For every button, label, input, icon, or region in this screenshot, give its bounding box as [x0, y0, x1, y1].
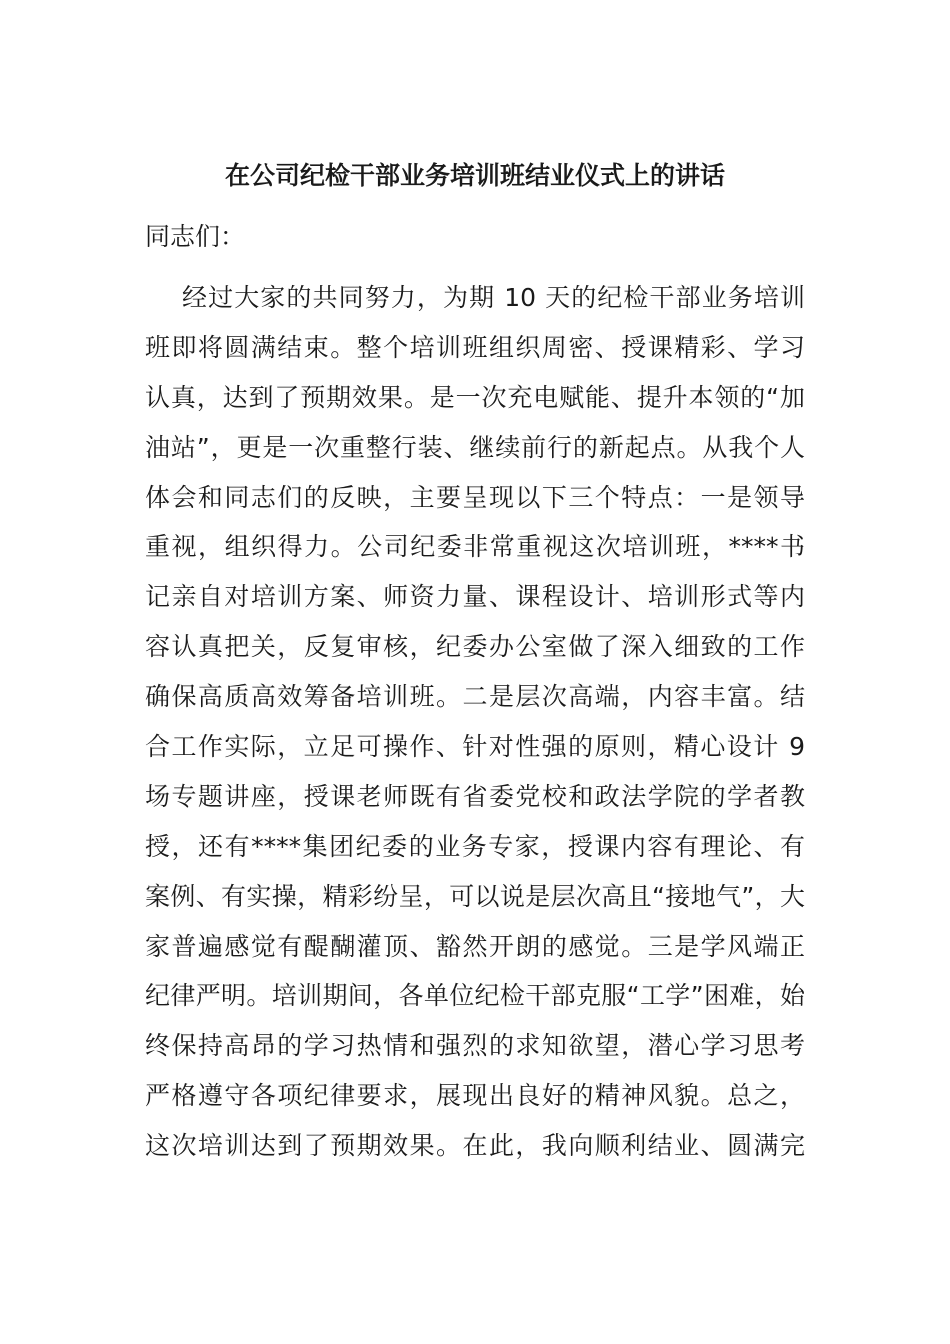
paragraph-line: 经过大家的共同努力，为期 10 天的纪检干部业务培训	[182, 283, 805, 312]
paragraph-line: 终保持高昂的学习热情和强烈的求知欲望，潜心学习思考	[145, 1031, 805, 1061]
paragraph-line: 授，还有****集团纪委的业务专家，授课内容有理论、有	[145, 831, 805, 861]
paragraph-line: 认真，达到了预期效果。是一次充电赋能、提升本领的“加	[145, 382, 805, 412]
paragraph-line: 班即将圆满结束。整个培训班组织周密、授课精彩、学习	[145, 332, 805, 362]
paragraph-line: 记亲自对培训方案、师资力量、课程设计、培训形式等内	[145, 582, 805, 612]
paragraph-line: 重视，组织得力。公司纪委非常重视这次培训班，****书	[145, 532, 805, 562]
salutation: 同志们：	[145, 222, 246, 251]
paragraph-line: 合工作实际，立足可操作、针对性强的原则，精心设计 9	[145, 732, 805, 762]
paragraph-line: 家普遍感觉有醍醐灌顶、豁然开朗的感觉。三是学风端正	[145, 931, 805, 961]
paragraph-line: 纪律严明。培训期间，各单位纪检干部克服“工学”困难，始	[145, 981, 805, 1011]
paragraph-line: 确保高质高效筹备培训班。二是层次高端，内容丰富。结	[145, 682, 805, 712]
paragraph-line: 油站”，更是一次重整行装、继续前行的新起点。从我个人	[145, 432, 805, 462]
document-title: 在公司纪检干部业务培训班结业仪式上的讲话	[224, 161, 725, 190]
paragraph-line: 场专题讲座，授课老师既有省委党校和政法学院的学者教	[145, 781, 805, 811]
paragraph-line: 严格遵守各项纪律要求，展现出良好的精神风貌。总之，	[145, 1081, 805, 1111]
body-paragraph	[145, 280, 805, 1178]
paragraph-line: 体会和同志们的反映，主要呈现以下三个特点：一是领导	[145, 482, 805, 512]
paragraph-line: 这次培训达到了预期效果。在此，我向顺利结业、圆满完	[145, 1131, 805, 1161]
paragraph-line: 容认真把关，反复审核，纪委办公室做了深入细致的工作	[145, 632, 805, 662]
paragraph-line: 案例、有实操，精彩纷呈，可以说是层次高且“接地气”，大	[145, 881, 805, 911]
